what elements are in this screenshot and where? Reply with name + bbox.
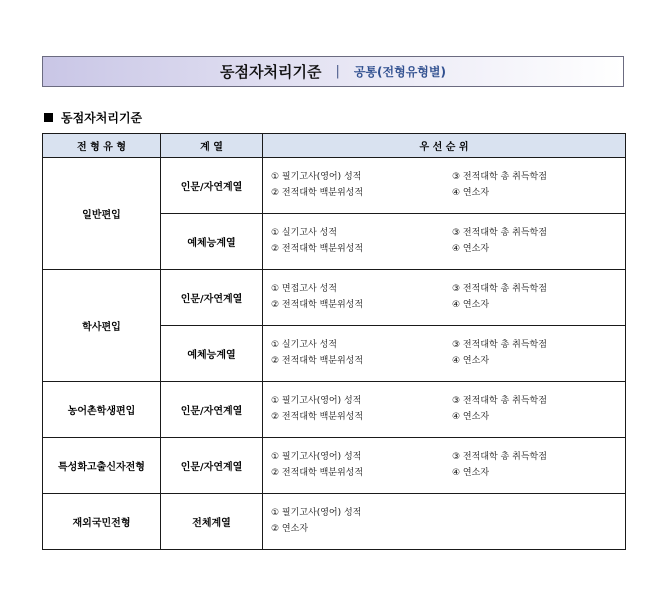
- category-cell: 인문/자연계열: [161, 382, 263, 438]
- priority-cell: [263, 158, 626, 214]
- section-heading-text: 동점자처리기준: [61, 111, 143, 125]
- table-row: [43, 494, 626, 550]
- priority-item: ② 전적대학 백분위성적: [271, 188, 364, 198]
- square-bullet-icon: [44, 113, 53, 122]
- priority-cell: [263, 438, 626, 494]
- priority-item: ① 실기고사 성적: [271, 340, 337, 350]
- priority-cell: [263, 214, 626, 270]
- table-row: [43, 382, 626, 438]
- page-title: 동점자처리기준: [220, 63, 322, 81]
- priority-item: ③ 전적대학 총 취득학점: [452, 452, 547, 462]
- category-cell: 인문/자연계열: [161, 270, 263, 326]
- title-bar: [42, 56, 624, 87]
- category-cell: 인문/자연계열: [161, 158, 263, 214]
- priority-item: ② 전적대학 백분위성적: [271, 356, 364, 366]
- table-row: [43, 158, 626, 214]
- priority-item: ② 전적대학 백분위성적: [271, 468, 364, 478]
- table-body: [43, 158, 626, 550]
- priority-item: ③ 전적대학 총 취득학점: [452, 396, 547, 406]
- admission-type-cell: 농어촌학생편입: [43, 382, 161, 438]
- priority-list: [263, 283, 625, 312]
- priority-item: ④ 연소자: [452, 244, 490, 254]
- priority-item: ② 전적대학 백분위성적: [271, 412, 364, 422]
- category-cell: 예체능계열: [161, 214, 263, 270]
- category-cell: 인문/자연계열: [161, 438, 263, 494]
- admission-type-cell: 재외국민전형: [43, 494, 161, 550]
- priority-item: [452, 523, 622, 536]
- priority-item: ④ 연소자: [452, 300, 490, 310]
- admission-type-cell: 특성화고출신자전형: [43, 438, 161, 494]
- priority-item: ③ 전적대학 총 취득학점: [452, 228, 547, 238]
- priority-item: ④ 연소자: [452, 188, 490, 198]
- table-header-row: [43, 134, 626, 158]
- priority-item: ① 면접고사 성적: [271, 284, 337, 294]
- priority-list: [263, 507, 625, 536]
- priority-item: ① 필기고사(영어) 성적: [271, 172, 362, 182]
- priority-item: ④ 연소자: [452, 412, 490, 422]
- priority-item: ① 실기고사 성적: [271, 228, 337, 238]
- priority-item: ③ 전적대학 총 취득학점: [452, 340, 547, 350]
- category-cell: 예체능계열: [161, 326, 263, 382]
- priority-list: [263, 227, 625, 256]
- priority-list: [263, 451, 625, 480]
- header-priority: 우 선 순 위: [263, 134, 626, 158]
- priority-item: ② 전적대학 백분위성적: [271, 244, 364, 254]
- table-row: [43, 270, 626, 326]
- priority-item: ① 필기고사(영어) 성적: [271, 396, 362, 406]
- priority-cell: [263, 270, 626, 326]
- page-subtitle: 공통(전형유형별): [353, 65, 446, 79]
- section-heading: [44, 109, 142, 126]
- priority-list: [263, 171, 625, 200]
- priority-item: ① 필기고사(영어) 성적: [271, 452, 362, 462]
- priority-item: ③ 전적대학 총 취득학점: [452, 284, 547, 294]
- table-row: [43, 438, 626, 494]
- priority-list: [263, 339, 625, 368]
- tie-break-table: [42, 133, 626, 550]
- admission-type-cell: 학사편입: [43, 270, 161, 382]
- admission-type-cell: 일반편입: [43, 158, 161, 270]
- priority-item: [452, 507, 622, 520]
- header-category: 계 열: [161, 134, 263, 158]
- title-separator: |: [335, 64, 340, 79]
- priority-cell: [263, 494, 626, 550]
- priority-cell: [263, 382, 626, 438]
- priority-item: ① 필기고사(영어) 성적: [271, 508, 362, 518]
- priority-item: ② 연소자: [271, 524, 309, 534]
- priority-item: ② 전적대학 백분위성적: [271, 300, 364, 310]
- category-cell: 전체계열: [161, 494, 263, 550]
- priority-item: ④ 연소자: [452, 468, 490, 478]
- priority-item: ③ 전적대학 총 취득학점: [452, 172, 547, 182]
- priority-list: [263, 395, 625, 424]
- priority-item: ④ 연소자: [452, 356, 490, 366]
- header-type: 전 형 유 형: [43, 134, 161, 158]
- priority-cell: [263, 326, 626, 382]
